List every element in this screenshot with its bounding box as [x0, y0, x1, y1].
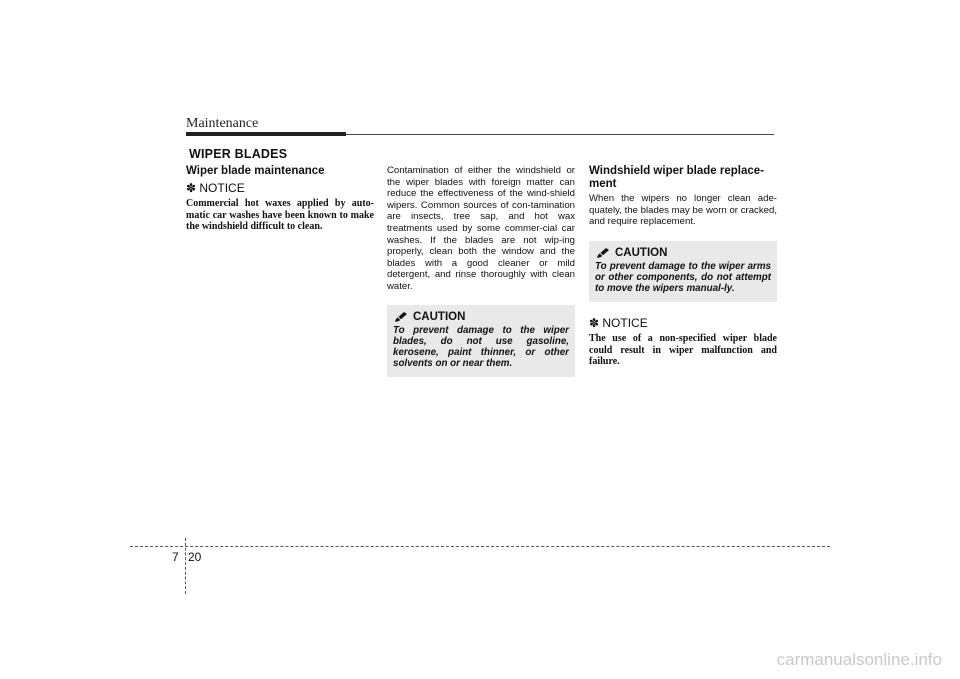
section-title: WIPER BLADES: [189, 147, 288, 161]
contamination-paragraph: Contamination of either the windshield or the wiper blades with foreign matter can reduce the effectiveness of the wind-shield wipers. Common sources of con-tamination are insects, tree sap, and hot wax treatments used by some commer-cial car washes. If the blades are not wip-ing properly, clean both the window and the blades with a good cleaner or mild detergent, and rinse thoroughly with clean water.: [387, 165, 575, 292]
caution-box: [387, 305, 575, 378]
notice-text: Commercial hot waxes applied by auto-matic car washes have been known to make the windshield difficult to clean.: [186, 198, 374, 232]
column-1: [186, 165, 374, 233]
header-rule: [346, 134, 774, 135]
caution-header: [595, 247, 771, 260]
caution-label: CAUTION: [615, 246, 668, 259]
footer-rule: [130, 546, 830, 547]
header-title: Maintenance: [186, 116, 259, 131]
caution-text: To prevent damage to the wiper blades, do not use gasoline, kerosene, paint thinner, or other solvents on or near them.: [393, 324, 569, 370]
notice-label: ✽ NOTICE: [589, 316, 648, 331]
notice-label: ✽ NOTICE: [186, 181, 245, 195]
caution-label: CAUTION: [413, 310, 466, 323]
replacement-heading: Windshield wiper blade replace-ment: [589, 165, 764, 190]
wiper-maintenance-heading: Wiper blade maintenance: [186, 165, 325, 177]
watermark: carmanualsonline.info: [776, 650, 942, 669]
column-3: [589, 165, 777, 368]
notice-text: The use of a non-specified wiper blade could result in wiper malfunction and failure.: [589, 333, 777, 368]
pencil-icon: [595, 247, 611, 259]
footer-divider: [185, 538, 186, 594]
replacement-paragraph: When the wipers no longer clean ade-quately, the blades may be worn or cracked, and require replacement.: [589, 193, 777, 228]
page-number: 20: [188, 550, 202, 564]
column-2: [387, 165, 575, 377]
chapter-number: 7: [172, 550, 179, 564]
caution-header: [393, 311, 569, 324]
caution-text: To prevent damage to the wiper arms or other components, do not attempt to move the wipers manual-ly.: [595, 260, 771, 295]
pencil-icon: [393, 311, 409, 323]
caution-box: [589, 241, 777, 303]
header-bar: [186, 132, 346, 136]
